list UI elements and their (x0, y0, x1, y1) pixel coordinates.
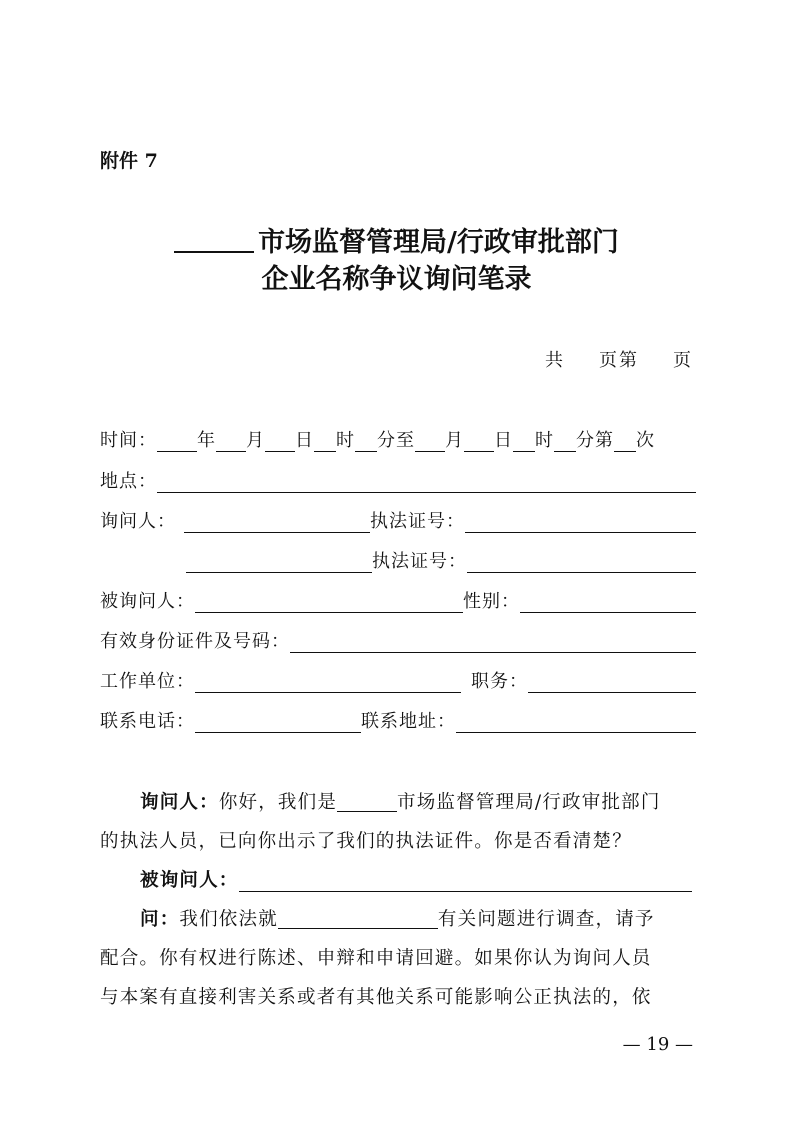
cert-no-label: 执法证号： (370, 511, 465, 532)
page-current-label: 页第 (599, 350, 639, 371)
questioner-row (100, 505, 696, 533)
respondent-speaker: 被询问人： (140, 870, 239, 891)
question-speaker: 问： (140, 909, 180, 930)
location-field[interactable] (157, 470, 696, 493)
question-text-a: 我们依法就 (179, 909, 278, 930)
respondent-row (100, 585, 696, 613)
gender-label: 性别： (463, 591, 520, 612)
location-label: 地点： (100, 471, 157, 492)
minute-to-label: 分至 (377, 430, 415, 451)
agency-blank[interactable] (337, 791, 397, 812)
hour2-label: 时 (535, 430, 554, 451)
questioner2-field[interactable] (186, 550, 372, 573)
position-label: 职务： (471, 671, 528, 692)
month2-blank[interactable] (415, 429, 445, 452)
document-title-line2: 企业名称争议询问笔录 (261, 264, 532, 295)
hour-label: 时 (336, 430, 355, 451)
page-total-label: 共 (545, 350, 565, 371)
day-label: 日 (295, 430, 314, 451)
cert-no-field[interactable] (465, 510, 696, 533)
id-doc-label: 有效身份证件及号码： (100, 631, 290, 652)
respondent-answer-row (100, 866, 696, 892)
paragraph-question-line2: 配合。你有权进行陈述、申辩和申请回避。如果你认为询问人员 (100, 948, 652, 969)
times-label: 次 (636, 430, 655, 451)
respondent-label: 被询问人： (100, 591, 195, 612)
year-blank[interactable] (157, 429, 197, 452)
id-doc-field[interactable] (290, 630, 696, 653)
minute-blank[interactable] (355, 429, 377, 452)
agency-text: 市场监督管理局/行政审批部门 (397, 792, 661, 813)
year-label: 年 (197, 430, 216, 451)
question-text-b: 有关问题进行调查，请予 (437, 909, 655, 930)
contact-row (100, 705, 696, 733)
minute2-blank[interactable] (554, 429, 576, 452)
hour-blank[interactable] (314, 429, 336, 452)
day2-blank[interactable] (464, 429, 494, 452)
page-suffix: 页 (673, 350, 693, 371)
paragraph-question-line3: 与本案有直接利害关系或者有其他关系可能影响公正执法的，依 (100, 987, 652, 1008)
title-text: 市场监督管理局/行政审批部门 (258, 227, 619, 258)
paragraph-greeting (100, 788, 696, 814)
hour2-blank[interactable] (513, 429, 535, 452)
day-blank[interactable] (265, 429, 295, 452)
matter-blank[interactable] (278, 908, 438, 929)
time-row (100, 424, 696, 452)
paragraph-greeting-line2: 的执法人员，已向你出示了我们的执法证件。你是否看清楚？ (100, 831, 632, 852)
location-row (100, 465, 696, 493)
questioner-label: 询问人： (100, 511, 176, 532)
page-number: — 19 — (622, 1034, 693, 1055)
position-field[interactable] (528, 670, 696, 693)
document-title-line1 (0, 220, 793, 259)
agency-name-blank[interactable] (174, 251, 254, 253)
employer-label: 工作单位： (100, 671, 195, 692)
respondent-field[interactable] (195, 590, 463, 613)
paragraph-question (100, 905, 696, 931)
month2-label: 月 (445, 430, 464, 451)
id-row (100, 625, 696, 653)
cert-no2-label: 执法证号： (372, 551, 467, 572)
questioner-field[interactable] (184, 510, 370, 533)
month-label: 月 (246, 430, 265, 451)
day2-label: 日 (494, 430, 513, 451)
month-blank[interactable] (216, 429, 246, 452)
address-field[interactable] (456, 710, 696, 733)
greeting-text: 你好，我们是 (218, 792, 338, 813)
minute-seq-label: 分第 (576, 430, 614, 451)
page-counter (545, 346, 693, 372)
cert-no2-field[interactable] (467, 550, 696, 573)
gender-field[interactable] (520, 590, 696, 613)
attachment-label: 附件 7 (100, 150, 158, 172)
questioner2-row (100, 545, 696, 573)
time-label: 时间： (100, 430, 157, 451)
respondent-answer-field[interactable] (239, 869, 692, 892)
questioner-speaker: 询问人： (140, 792, 219, 813)
phone-field[interactable] (195, 710, 361, 733)
employer-row (100, 665, 696, 693)
address-label: 联系地址： (361, 711, 456, 732)
employer-field[interactable] (195, 670, 461, 693)
phone-label: 联系电话： (100, 711, 195, 732)
times-blank[interactable] (614, 429, 636, 452)
